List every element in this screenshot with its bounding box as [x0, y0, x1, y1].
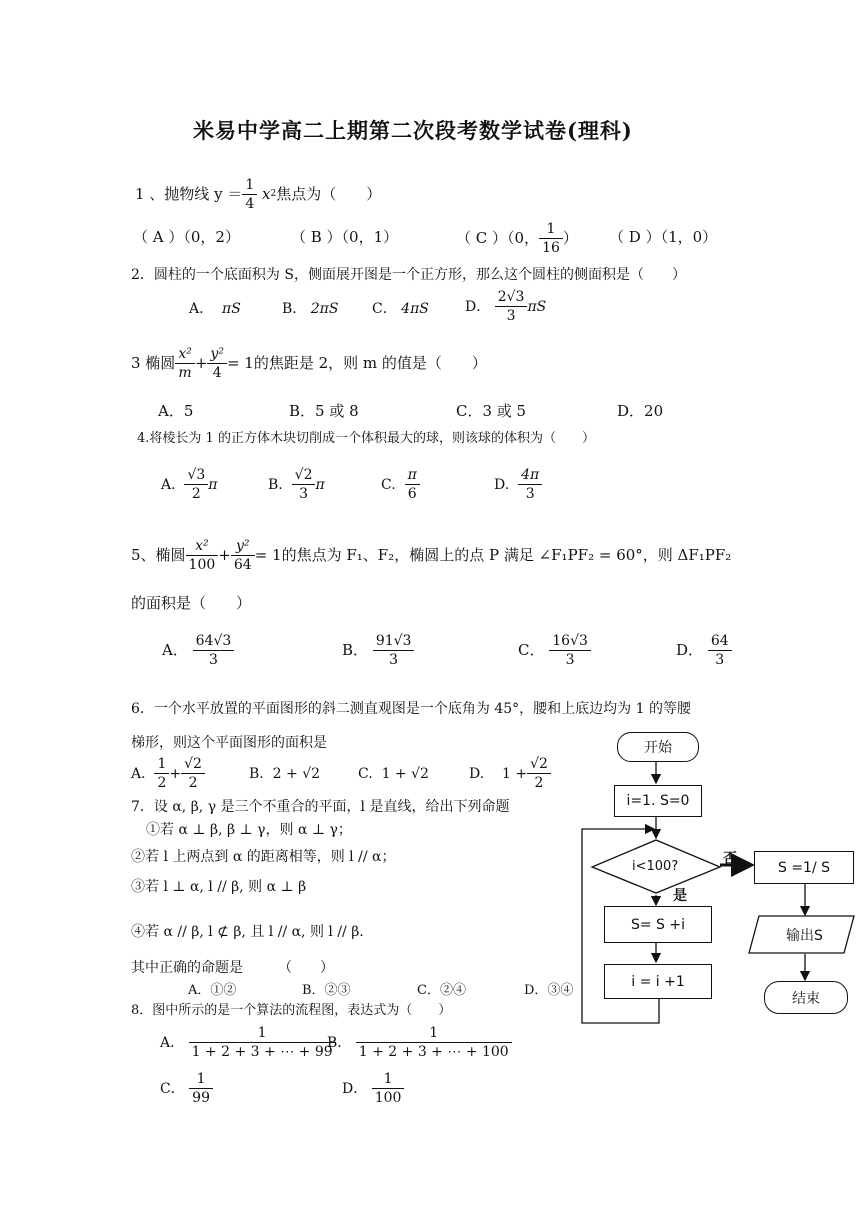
flowchart-increment: i = i +1 — [604, 964, 712, 999]
q5-option-c: C． 16√3 3 — [518, 632, 591, 669]
q1-option-c: （ C ）（0， 1 16 ） — [456, 221, 578, 256]
q7-option-b: B．②③ — [302, 983, 351, 998]
flowchart-yes-label: 是 — [673, 888, 687, 904]
q8-option-a: A． 1 1 + 2 + 3 + ⋯ + 99 — [160, 1024, 336, 1061]
question-1: 1 、抛物线 y ＝ 1 4 x 2 焦点为（ ） — [135, 177, 382, 212]
question-3: 3 椭圆 x² m + $\frac{\text{y²}}{4}$ = 1 的焦距是 2，则 m 的值是（ ） — [131, 346, 487, 381]
q1-prefix: 1 、抛物线 y ＝ — [135, 185, 243, 203]
q7-proposition-1: ①若 α ⊥ β, β ⊥ γ，则 α ⊥ γ； — [146, 822, 352, 838]
q7-option-a: A．①② — [188, 983, 237, 998]
q6-option-c: C. 1 + √2 — [358, 766, 429, 782]
question-5: 5、椭圆 x² 100 + $\frac{\text{y²}}{64}$ = 1 的焦点为 F₁、F₂，椭圆上的点 P 满足 ∠F₁PF₂ = 60°，则 ΔF₁PF₂ — [131, 538, 732, 573]
question-2: 2．圆柱的一个底面积为 S，侧面展开图是一个正方形，那么这个圆柱的侧面积是（ ） — [131, 267, 686, 283]
q3-option-b: B．5 或 8 — [289, 402, 359, 420]
q7-proposition-4: ④若 α // β, l ⊄ β, 且 l // α, 则 l // β. — [131, 924, 364, 940]
flowchart-condition: i<100? — [632, 859, 679, 874]
flowchart-output: 输出S — [786, 928, 823, 944]
q1-option-a: （ A ）（0，2） — [133, 228, 240, 246]
q2-option-a: A． πS — [189, 301, 241, 317]
q3-option-a: A．5 — [158, 402, 194, 420]
q7-proposition-2: ②若 l 上两点到 α 的距离相等，则 l // α； — [131, 849, 396, 865]
question-8: 8．图中所示的是一个算法的流程图，表达式为（ ） — [131, 1003, 452, 1018]
q5-line2: 的面积是（ ） — [131, 594, 252, 612]
q6-option-d: D. 1 + $\frac{√2}{2}$ — [469, 755, 551, 792]
flowchart-assign: S =1/ S — [754, 851, 854, 884]
q5-option-a: A． 64√3 3 — [162, 632, 234, 669]
question-6: 6．一个水平放置的平面图形的斜二测直观图是一个底角为 45°，腰和上底边均为 1 的等腰 — [131, 701, 691, 717]
q2-option-d: D． 2√3 3 πS — [465, 289, 547, 324]
question-7: 7．设 α, β, γ 是三个不重合的平面，l 是直线，给出下列命题 — [131, 799, 510, 815]
flowchart-start: 开始 — [617, 732, 699, 762]
q8-option-b: B． 1 1 + 2 + 3 + ⋯ + 100 — [327, 1024, 512, 1061]
q5-option-b: B． 91√3 3 — [342, 632, 414, 669]
q7-question: 其中正确的命题是 （ ） — [131, 960, 334, 976]
q6-line2: 梯形，则这个平面图形的面积是 — [131, 735, 327, 751]
q2-option-c: C． 4πS — [372, 301, 429, 317]
flowchart-init: i=1. S=0 — [614, 785, 702, 817]
q1-var: x — [262, 185, 271, 203]
q6-option-a: A. 1 2 + $\frac{√2}{2}$ — [131, 755, 205, 792]
q7-option-c: C．②④ — [417, 983, 466, 998]
q8-option-d: D． 1 100 — [342, 1070, 404, 1107]
q3-option-c: C．3 或 5 — [456, 402, 527, 420]
q6-option-b: B. 2 + √2 — [249, 766, 321, 782]
flowchart-no-label: 否 — [723, 851, 737, 867]
q7-proposition-3: ③若 l ⊥ α, l // β, 则 α ⊥ β — [131, 879, 307, 895]
q4-option-a: A. √3 2 π — [161, 467, 218, 502]
flowchart-end: 结束 — [764, 981, 848, 1014]
q2-option-b: B． 2πS — [282, 301, 339, 317]
q4-option-b: B. √2 3 π — [268, 467, 325, 502]
q1-option-d: （ D ）（1，0） — [609, 228, 718, 246]
q4-option-c: C. π 6 — [381, 466, 420, 503]
q1-fraction: 1 4 — [242, 176, 257, 213]
q7-option-d: D．③④ — [524, 983, 574, 998]
q4-option-d: D. 4π 3 — [494, 466, 542, 503]
q1-suffix: 焦点为（ ） — [276, 185, 382, 203]
q8-option-c: C． 1 99 — [160, 1070, 213, 1107]
q5-option-d: D． 64 3 — [676, 632, 732, 669]
question-4: 4.将棱长为 1 的正方体木块切削成一个体积最大的球，则该球的体积为（ ） — [137, 431, 595, 446]
q3-option-d: D．20 — [617, 402, 664, 420]
q1-option-b: （ B ）（0，1） — [291, 228, 399, 246]
flowchart-add: S= S +i — [604, 906, 712, 943]
page-title: 米易中学高二上期第二次段考数学试卷(理科) — [193, 118, 633, 143]
